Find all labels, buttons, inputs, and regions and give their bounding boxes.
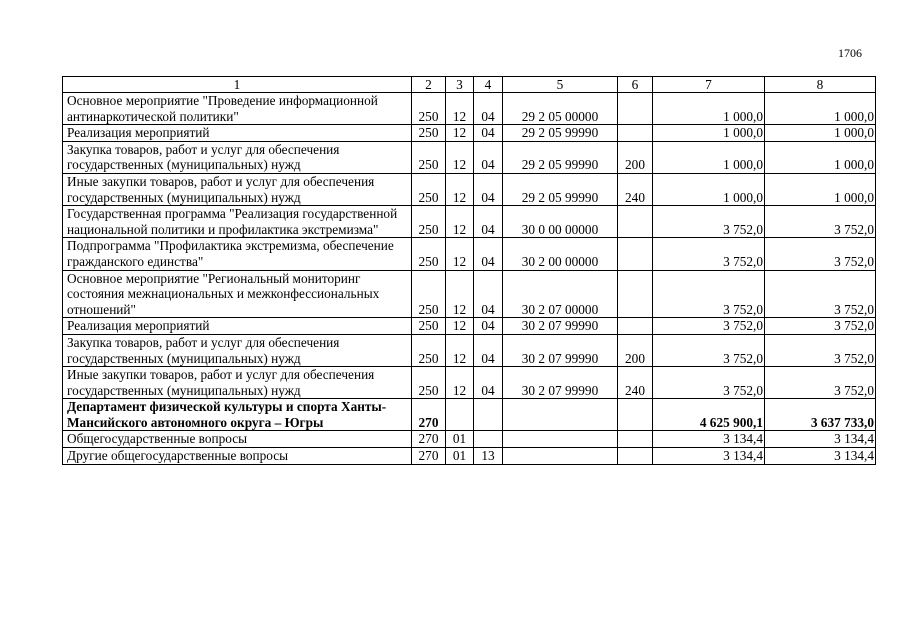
table-row	[63, 206, 876, 238]
expense-type-cell	[618, 93, 653, 125]
target-article-cell: 30 2 00 00000	[503, 238, 618, 270]
expense-type-cell	[618, 238, 653, 270]
amount-year1-cell: 3 134,4	[653, 448, 765, 465]
amount-year2-cell: 1 000,0	[765, 93, 876, 125]
amount-year1-cell: 3 752,0	[653, 367, 765, 399]
admin-code-cell: 250	[412, 125, 446, 142]
table-row	[63, 448, 876, 465]
target-article-cell: 29 2 05 99990	[503, 141, 618, 173]
target-article-cell: 30 2 07 00000	[503, 270, 618, 318]
row-name-cell: Государственная программа "Реализация государственной национальной политики и профилактика экстремизма"	[63, 206, 412, 238]
table-row	[63, 270, 876, 318]
section-code-cell: 01	[446, 431, 474, 448]
section-code-cell: 12	[446, 173, 474, 205]
expense-type-cell	[618, 431, 653, 448]
row-name-cell: Основное мероприятие "Проведение информационной антинаркотической политики"	[63, 93, 412, 125]
row-name-cell: Подпрограмма "Профилактика экстремизма, обеспечение гражданского единства"	[63, 238, 412, 270]
expense-type-cell	[618, 448, 653, 465]
table-row	[63, 334, 876, 366]
row-name-cell: Реализация мероприятий	[63, 318, 412, 335]
expense-type-cell	[618, 270, 653, 318]
header-cell: 1	[63, 77, 412, 93]
row-name-cell: Реализация мероприятий	[63, 125, 412, 142]
amount-year2-cell: 3 752,0	[765, 206, 876, 238]
row-name-cell: Закупка товаров, работ и услуг для обеспечения государственных (муниципальных) нужд	[63, 334, 412, 366]
expense-type-cell	[618, 125, 653, 142]
amount-year2-cell: 3 637 733,0	[765, 399, 876, 431]
amount-year2-cell: 3 134,4	[765, 431, 876, 448]
header-cell: 3	[446, 77, 474, 93]
target-article-cell: 30 2 07 99990	[503, 318, 618, 335]
target-article-cell: 29 2 05 99990	[503, 125, 618, 142]
amount-year1-cell: 1 000,0	[653, 93, 765, 125]
row-name-cell: Иные закупки товаров, работ и услуг для обеспечения государственных (муниципальных) нужд	[63, 173, 412, 205]
amount-year1-cell: 1 000,0	[653, 173, 765, 205]
admin-code-cell: 270	[412, 448, 446, 465]
amount-year2-cell: 1 000,0	[765, 173, 876, 205]
row-name-cell: Закупка товаров, работ и услуг для обеспечения государственных (муниципальных) нужд	[63, 141, 412, 173]
subsection-code-cell	[474, 399, 503, 431]
expense-type-cell: 200	[618, 334, 653, 366]
budget-table	[62, 76, 876, 465]
section-code-cell: 12	[446, 334, 474, 366]
admin-code-cell: 250	[412, 206, 446, 238]
admin-code-cell: 250	[412, 318, 446, 335]
admin-code-cell: 250	[412, 270, 446, 318]
table-row	[63, 318, 876, 335]
amount-year2-cell: 3 752,0	[765, 238, 876, 270]
target-article-cell	[503, 431, 618, 448]
table-row	[63, 125, 876, 142]
section-code-cell: 12	[446, 318, 474, 335]
target-article-cell: 30 0 00 00000	[503, 206, 618, 238]
expense-type-cell: 240	[618, 173, 653, 205]
subsection-code-cell: 04	[474, 334, 503, 366]
subsection-code-cell: 04	[474, 367, 503, 399]
table-row	[63, 238, 876, 270]
target-article-cell: 29 2 05 00000	[503, 93, 618, 125]
amount-year1-cell: 1 000,0	[653, 125, 765, 142]
amount-year2-cell: 3 752,0	[765, 318, 876, 335]
header-cell: 7	[653, 77, 765, 93]
subsection-code-cell: 04	[474, 141, 503, 173]
amount-year2-cell: 3 752,0	[765, 270, 876, 318]
header-cell: 5	[503, 77, 618, 93]
table-row	[63, 431, 876, 448]
target-article-cell: 30 2 07 99990	[503, 334, 618, 366]
expense-type-cell: 200	[618, 141, 653, 173]
subsection-code-cell: 04	[474, 318, 503, 335]
section-code-cell: 12	[446, 93, 474, 125]
row-name-cell: Другие общегосударственные вопросы	[63, 448, 412, 465]
amount-year1-cell: 4 625 900,1	[653, 399, 765, 431]
header-cell: 8	[765, 77, 876, 93]
admin-code-cell: 250	[412, 334, 446, 366]
section-code-cell: 01	[446, 448, 474, 465]
header-cell: 4	[474, 77, 503, 93]
target-article-cell	[503, 399, 618, 431]
amount-year1-cell: 3 134,4	[653, 431, 765, 448]
expense-type-cell	[618, 206, 653, 238]
subsection-code-cell	[474, 431, 503, 448]
row-name-cell: Департамент физической культуры и спорта Ханты-Мансийского автономного округа – Югры	[63, 399, 412, 431]
subsection-code-cell: 04	[474, 173, 503, 205]
amount-year1-cell: 3 752,0	[653, 238, 765, 270]
admin-code-cell: 250	[412, 173, 446, 205]
header-cell: 2	[412, 77, 446, 93]
table-body	[63, 77, 876, 465]
subsection-code-cell: 04	[474, 270, 503, 318]
subsection-code-cell: 04	[474, 93, 503, 125]
table-row	[63, 173, 876, 205]
target-article-cell: 29 2 05 99990	[503, 173, 618, 205]
subsection-code-cell: 04	[474, 206, 503, 238]
row-name-cell: Основное мероприятие "Региональный мониторинг состояния межнациональных и межконфессиональных отношений"	[63, 270, 412, 318]
amount-year2-cell: 3 134,4	[765, 448, 876, 465]
section-code-cell: 12	[446, 141, 474, 173]
header-row	[63, 77, 876, 93]
amount-year1-cell: 3 752,0	[653, 206, 765, 238]
header-cell: 6	[618, 77, 653, 93]
expense-type-cell	[618, 318, 653, 335]
admin-code-cell: 270	[412, 431, 446, 448]
admin-code-cell: 250	[412, 238, 446, 270]
table-row	[63, 367, 876, 399]
target-article-cell	[503, 448, 618, 465]
expense-type-cell: 240	[618, 367, 653, 399]
table-row	[63, 93, 876, 125]
page-number: 1706	[838, 46, 862, 60]
row-name-cell: Иные закупки товаров, работ и услуг для обеспечения государственных (муниципальных) нужд	[63, 367, 412, 399]
admin-code-cell: 250	[412, 141, 446, 173]
subsection-code-cell: 13	[474, 448, 503, 465]
amount-year2-cell: 3 752,0	[765, 367, 876, 399]
amount-year1-cell: 3 752,0	[653, 318, 765, 335]
admin-code-cell: 250	[412, 367, 446, 399]
target-article-cell: 30 2 07 99990	[503, 367, 618, 399]
admin-code-cell: 250	[412, 93, 446, 125]
amount-year2-cell: 1 000,0	[765, 141, 876, 173]
amount-year2-cell: 1 000,0	[765, 125, 876, 142]
expense-type-cell	[618, 399, 653, 431]
amount-year1-cell: 3 752,0	[653, 270, 765, 318]
section-code-cell: 12	[446, 238, 474, 270]
table-row	[63, 399, 876, 431]
section-code-cell: 12	[446, 270, 474, 318]
table-row	[63, 141, 876, 173]
section-code-cell	[446, 399, 474, 431]
section-code-cell: 12	[446, 367, 474, 399]
section-code-cell: 12	[446, 125, 474, 142]
row-name-cell: Общегосударственные вопросы	[63, 431, 412, 448]
subsection-code-cell: 04	[474, 238, 503, 270]
amount-year1-cell: 3 752,0	[653, 334, 765, 366]
amount-year1-cell: 1 000,0	[653, 141, 765, 173]
amount-year2-cell: 3 752,0	[765, 334, 876, 366]
subsection-code-cell: 04	[474, 125, 503, 142]
section-code-cell: 12	[446, 206, 474, 238]
admin-code-cell: 270	[412, 399, 446, 431]
